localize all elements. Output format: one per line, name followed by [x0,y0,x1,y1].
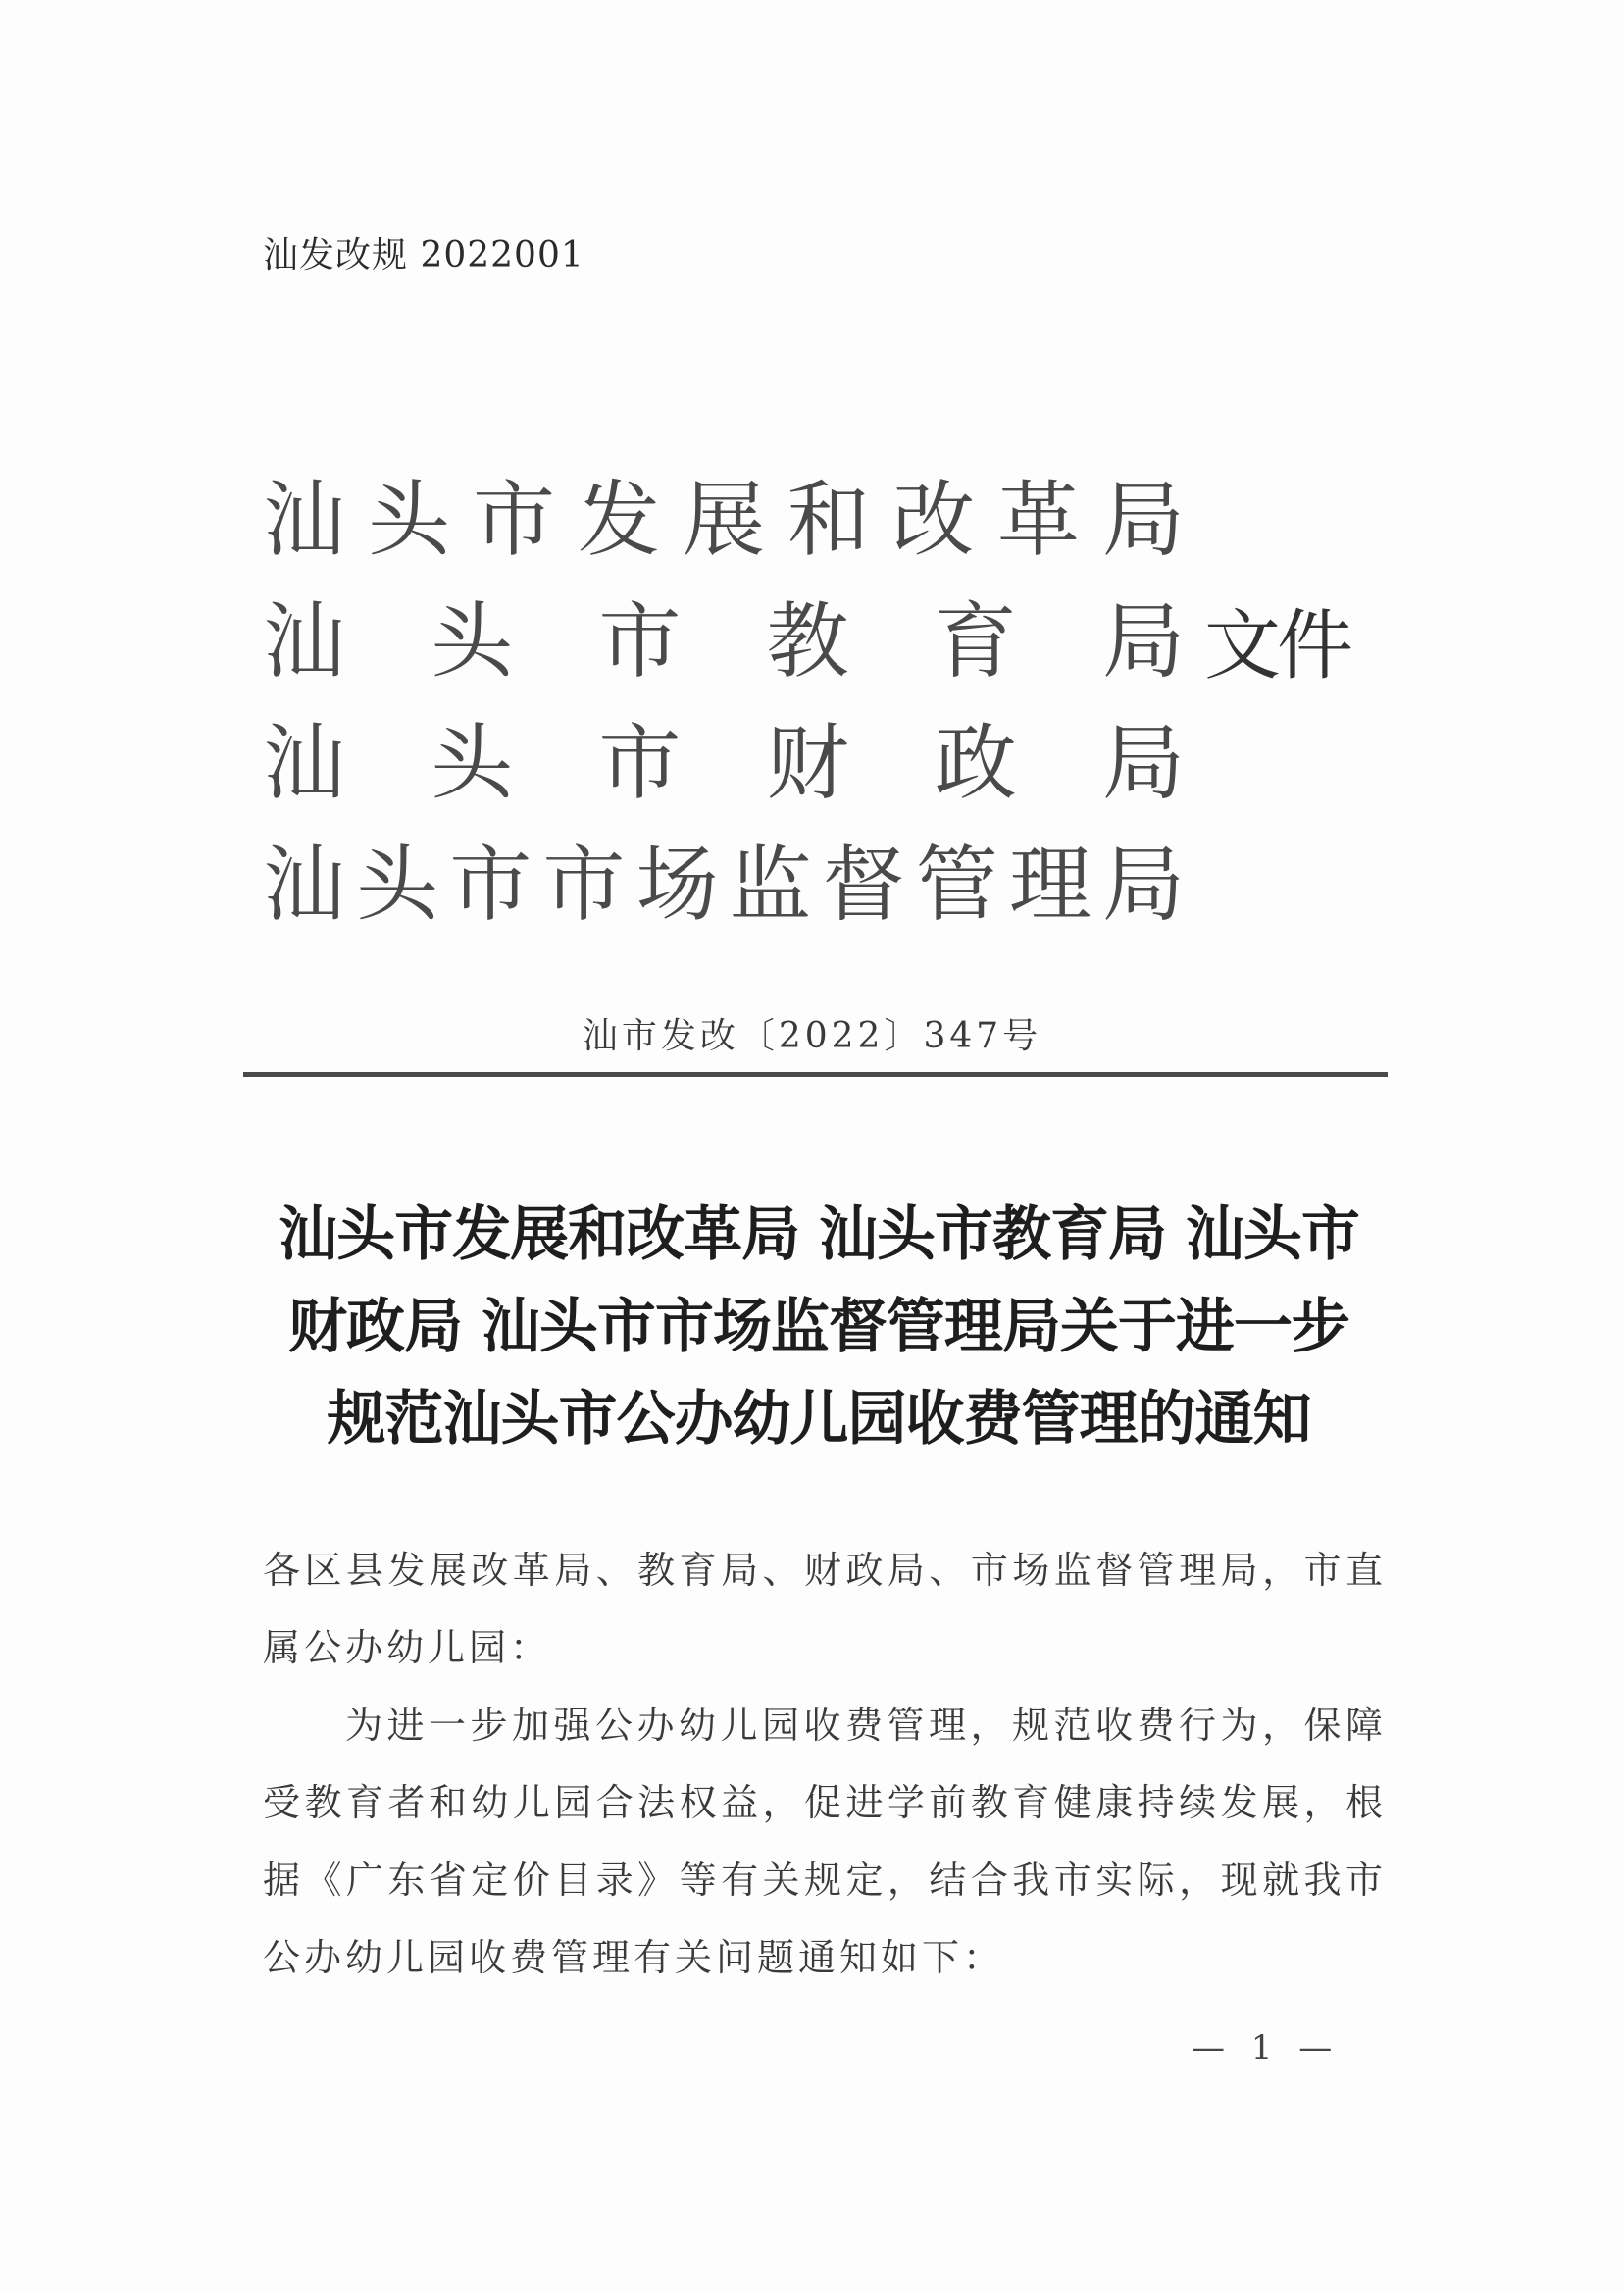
agency-char: 市 [598,593,682,689]
agency-char: 汕 [263,715,346,811]
document-title [245,1189,1393,1465]
agency-char: 汕 [263,837,346,933]
agency-char: 监 [729,837,812,933]
agency-char: 发 [577,472,660,568]
agency-development-reform [263,459,1185,581]
document-code: 汕发改规 2022001 [263,235,584,276]
agency-char: 汕 [263,593,346,689]
agency-char: 督 [822,837,905,933]
agency-char: 头 [431,593,514,689]
title-line: 规范汕头市公办幼儿园收费管理的通知 [327,1385,1311,1453]
agency-char: 头 [356,837,439,933]
agency-char: 市 [449,837,533,933]
agency-market-supervision [263,824,1185,945]
agency-char: 革 [996,472,1080,568]
agency-char: 局 [1101,715,1185,811]
agency-char: 理 [1008,837,1091,933]
agency-char: 市 [542,837,626,933]
title-line: 财政局 汕头市市场监督管理局关于进一步 [288,1293,1349,1361]
agency-char: 局 [1101,593,1185,689]
page-number: — 1 — [1192,2028,1341,2067]
agency-char: 场 [635,837,719,933]
agency-char: 育 [934,593,1017,689]
agency-char: 改 [891,472,975,568]
agency-char: 市 [598,715,682,811]
body-paragraph: 为进一步加强公办幼儿园收费管理，规范收费行为，保障受教育者和幼儿园合法权益，促进学前教育健康持续发展，根据《广东省定价目录》等有关规定，结合我市实际，现就我市公办幼儿园收费管理有关问题通知如下： [263,1704,1387,1979]
document-label: 文件 [1204,602,1350,690]
agency-finance [263,702,1185,824]
agency-char: 局 [1101,472,1185,568]
agency-char: 市 [472,472,555,568]
agency-char: 头 [367,472,450,568]
addressee: 各区县发展改革局、教育局、财政局、市场监督管理局，市直属公办幼儿园： [263,1549,1387,1669]
agency-char: 财 [766,715,849,811]
agency-char: 汕 [263,472,346,568]
document-body [263,1532,1387,1997]
agency-char: 教 [766,593,849,689]
header-divider [243,1072,1388,1077]
agency-char: 局 [1101,837,1185,933]
title-line: 汕头市发展和改革局 汕头市教育局 汕头市 [279,1200,1359,1269]
agency-char: 展 [682,472,765,568]
agency-char: 管 [915,837,998,933]
agency-education [263,581,1185,702]
agency-char: 和 [787,472,870,568]
agency-char: 政 [934,715,1017,811]
issuing-agencies-block [263,459,1185,945]
document-number: 汕市发改〔2022〕347号 [582,1016,1042,1056]
agency-char: 头 [431,715,514,811]
